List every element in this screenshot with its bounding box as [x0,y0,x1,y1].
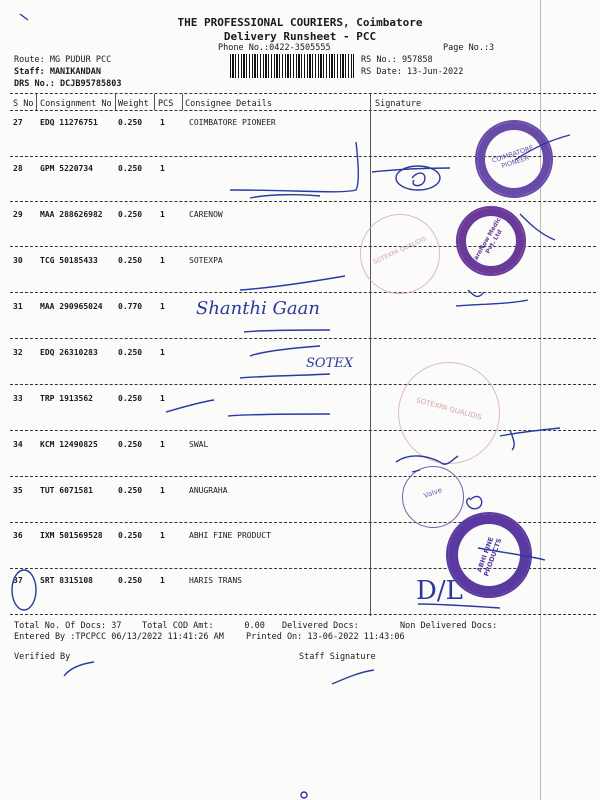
verified-by-label: Verified By [14,652,71,662]
row-pcs: 1 [160,256,165,265]
row-sno: 33 [13,394,23,403]
row-weight: 0.250 [118,394,143,403]
pioneer-stamp: COIMBATORE PIONEER [475,120,553,198]
row28-dash [250,195,320,198]
row-weight: 0.770 [118,302,143,311]
row-weight: 0.250 [118,440,143,449]
col-header-weight: Weight [118,99,149,109]
row-rule [10,292,596,293]
row-consignee: SOTEXPA [189,256,223,265]
col-header-sno: S No [13,99,34,109]
row-consignment: EDQ 11276751 [40,118,98,127]
row-pcs: 1 [160,486,165,495]
row-weight: 0.250 [118,576,143,585]
col-sep [115,94,116,110]
row-sno: 35 [13,486,23,495]
col-sep [36,94,37,110]
document-title: Delivery Runsheet - PCC [223,30,377,43]
row-consignment: MAA 290965024 [40,302,103,311]
row32-handwriting: SOTEX [306,356,353,371]
row-weight: 0.250 [118,531,143,540]
row28-stroke [230,142,358,192]
row-weight: 0.250 [118,256,143,265]
row-pcs: 1 [160,394,165,403]
row-pcs: 1 [160,531,165,540]
company-name: THE PROFESSIONAL COURIERS, Coimbatore [177,16,423,29]
rs-number: RS No.: 957858 [361,55,433,65]
row35-sign [467,496,482,508]
carenow-stamp: CareNow Medical Pvt. Ltd [456,206,526,276]
row-sno: 27 [13,118,23,127]
row-rule [10,430,596,431]
row-consignment: MAA 288626982 [40,210,103,219]
row-consignment: TUT 6071581 [40,486,93,495]
row-consignee: ANUGRAHA [189,486,228,495]
row32-dash [240,374,330,378]
row-rule [10,384,596,385]
row-consignment: GPM 5220734 [40,164,93,173]
row28-scribble [412,173,425,186]
row-weight: 0.250 [118,486,143,495]
total-cod: Total COD Amt: 0.00 [142,621,265,631]
staff-name: Staff: MANIKANDAN [14,67,101,77]
row-pcs: 1 [160,440,165,449]
row-consignment: TCG 50185433 [40,256,98,265]
rs-date: RS Date: 13-Jun-2022 [361,67,464,77]
col-header-signature: Signature [375,99,422,109]
row-consignee: SWAL [189,440,209,449]
valve-stamp: Valve [402,466,464,528]
row-consignee: COIMBATORE PIONEER [189,118,276,127]
qualidis-stamp-faint: SOTEXPA QUALIDIS [360,214,440,294]
row-rule [10,338,596,339]
row-weight: 0.250 [118,164,143,173]
row30-tick [240,276,345,290]
drs-number: DRS No.: DCJB95785803 [14,79,122,89]
row-sno: 34 [13,440,23,449]
barcode [230,54,354,78]
row-consignment: KCM 12490825 [40,440,98,449]
col-sep [154,94,155,110]
row33-dash [228,414,330,416]
row-pcs: 1 [160,164,165,173]
row-sno: 29 [13,210,23,219]
row-consignment: IXM 501569528 [40,531,103,540]
row37-handwriting: D/L [416,576,463,606]
row-weight: 0.250 [118,210,143,219]
col-sep-signature [370,94,371,616]
bottom-mark [301,792,307,798]
row-pcs: 1 [160,348,165,357]
col-header-consignee: Consignee Details [185,99,272,109]
header-bottom-rule [10,110,596,111]
row33-tick [166,400,214,412]
entered-by: Entered By :TPCPCC 06/13/2022 11:41:26 AM [14,632,224,642]
row-sno: 37 [13,576,23,585]
col-sep [182,94,183,110]
non-delivered-docs: Non Delivered Docs: [400,621,498,631]
row28-loop [396,166,440,190]
printed-on: Printed On: 13-06-2022 11:43:06 [246,632,405,642]
row-pcs: 1 [160,210,165,219]
row-rule [10,614,596,615]
row-weight: 0.250 [118,118,143,127]
row-pcs: 1 [160,576,165,585]
abhi-stamp: ABHI FINE PRODUCTS [446,512,532,598]
page-edge-line [540,0,541,800]
total-docs: Total No. Of Docs: 37 [14,621,122,631]
row31-handwriting: Shanthi Gaan [196,298,320,319]
row-consignee: ABHI FINE PRODUCT [189,531,271,540]
row28-tail [372,168,450,172]
staff-sign-stroke [332,670,374,684]
row32-stroke [250,346,320,356]
delivered-docs: Delivered Docs: [282,621,359,631]
verified-sign-stroke [64,662,94,676]
row-consignment: EDQ 26310283 [40,348,98,357]
row-consignee: HARIS TRANS [189,576,242,585]
col-header-consignment: Consignment No [40,99,112,109]
row-consignment: SRT 8315108 [40,576,93,585]
row-pcs: 1 [160,118,165,127]
page-number: Page No.:3 [443,43,495,53]
qualidis-stamp-large: SOTEXPA QUALIDIS [398,362,500,464]
row-rule [10,476,596,477]
row-rule [10,201,596,202]
row-sno: 32 [13,348,23,357]
row-sno: 28 [13,164,23,173]
row-sno: 31 [13,302,23,311]
row34-mark [500,428,560,450]
col-header-pcs: PCS [158,99,174,109]
staff-signature-label: Staff Signature [299,652,376,662]
phone-number: Phone No.:0422-3505555 [218,43,331,53]
row-sno: 30 [13,256,23,265]
row-sno: 36 [13,531,23,540]
table-top-rule [10,93,596,94]
row-weight: 0.250 [118,348,143,357]
row-consignment: TRP 1913562 [40,394,93,403]
row31-dash [244,330,330,332]
route: Route: MG PUDUR PCC [14,55,112,65]
row-consignee: CARENOW [189,210,223,219]
row-pcs: 1 [160,302,165,311]
